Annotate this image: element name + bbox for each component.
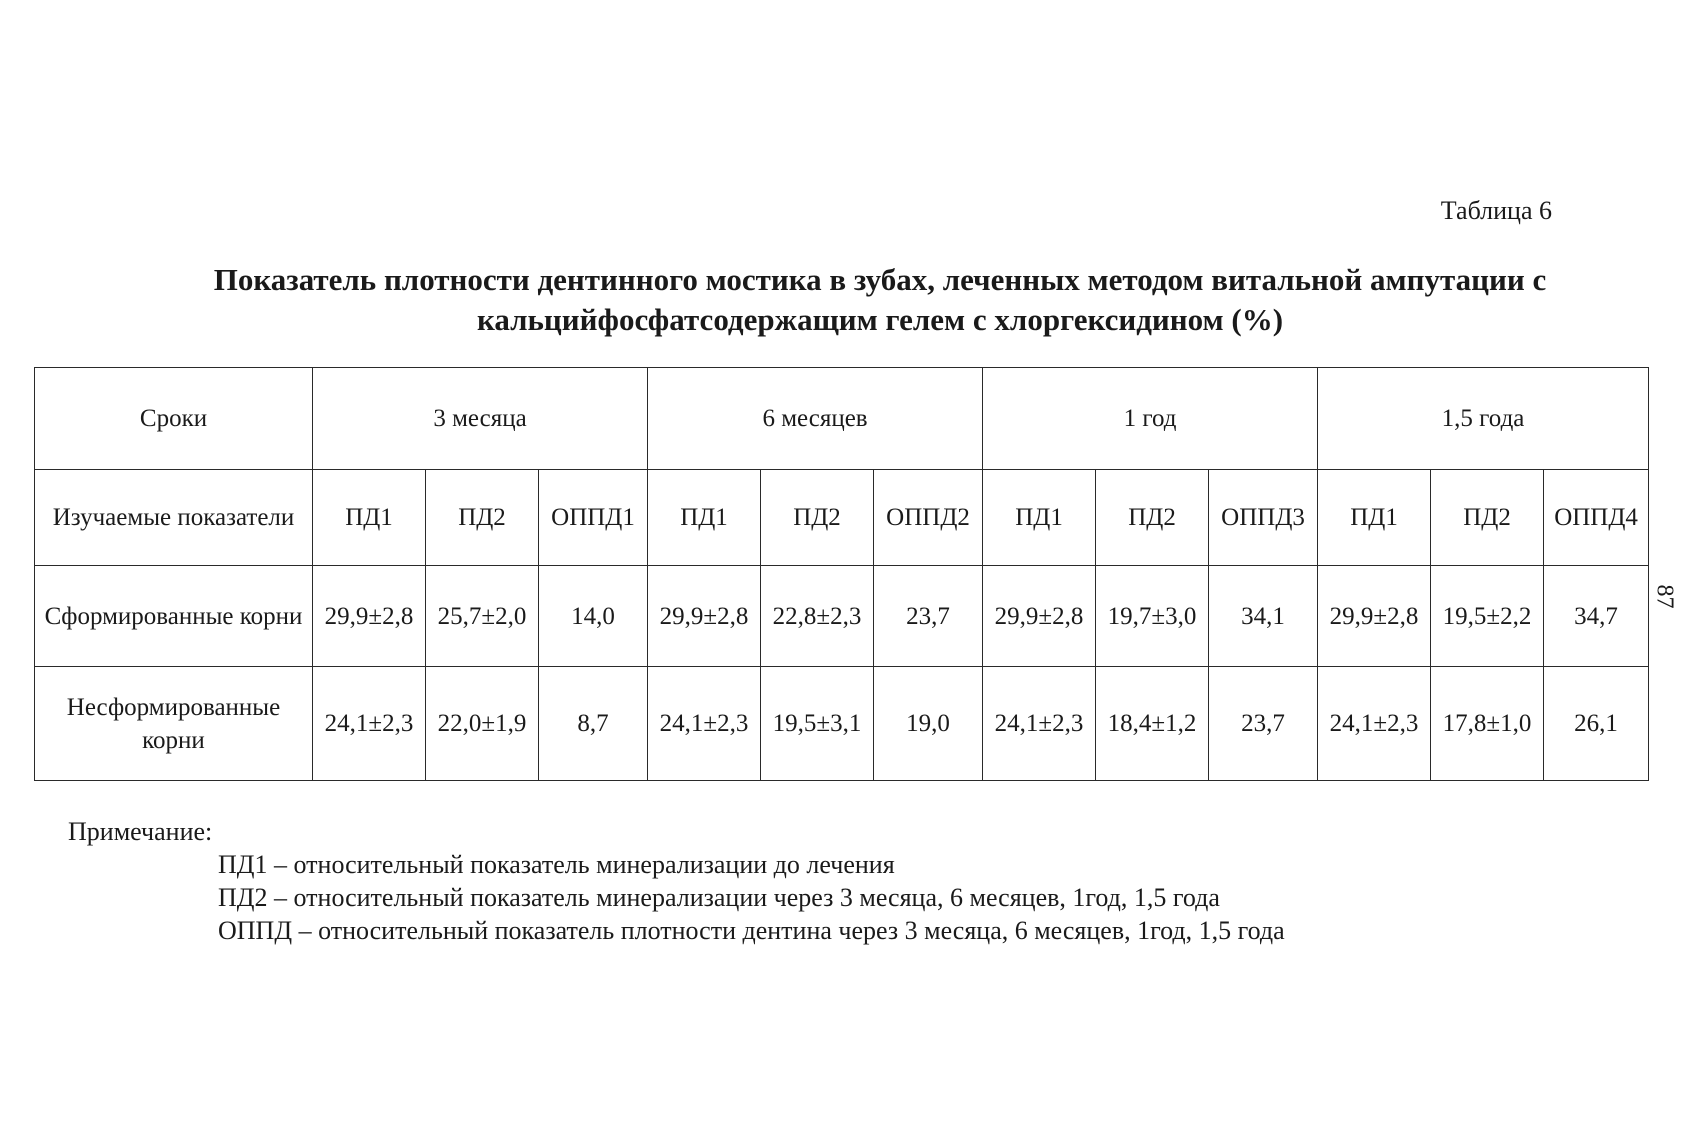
subheader-column: ПД2 bbox=[761, 470, 874, 566]
note-item: ПД1 – относительный показатель минерализации до лечения bbox=[218, 850, 895, 879]
table-title bbox=[90, 260, 1670, 340]
header-period: 1,5 года bbox=[1318, 368, 1649, 470]
table-cell: 22,8±2,3 bbox=[761, 566, 874, 667]
subheader-indicators-label: Изучаемые показатели bbox=[35, 470, 313, 566]
table-cell: 26,1 bbox=[1544, 667, 1649, 781]
table-cell: 19,5±2,2 bbox=[1431, 566, 1544, 667]
table-row bbox=[35, 667, 1649, 781]
subheader-column: ПД2 bbox=[426, 470, 539, 566]
table-cell: 14,0 bbox=[539, 566, 648, 667]
table-label: Таблица 6 bbox=[1440, 196, 1552, 225]
table-cell: 19,7±3,0 bbox=[1096, 566, 1209, 667]
note-item: ОППД – относительный показатель плотности дентина через 3 месяца, 6 месяцев, 1год, 1,5 года bbox=[218, 916, 1285, 945]
header-period: 1 год bbox=[983, 368, 1318, 470]
table-cell: 22,0±1,9 bbox=[426, 667, 539, 781]
subheader-column: ОППД2 bbox=[874, 470, 983, 566]
notes bbox=[68, 815, 1285, 947]
subheader-column: ОППД3 bbox=[1209, 470, 1318, 566]
note-item: ПД2 – относительный показатель минерализации через 3 месяца, 6 месяцев, 1год, 1,5 года bbox=[218, 883, 1220, 912]
table-title-line-2: кальцийфосфатсодержащим гелем с хлоргексидином (%) bbox=[476, 302, 1284, 337]
table-header-row bbox=[35, 368, 1649, 470]
table-cell: 24,1±2,3 bbox=[1318, 667, 1431, 781]
table-row bbox=[35, 566, 1649, 667]
table-cell: 19,5±3,1 bbox=[761, 667, 874, 781]
header-period: 6 месяцев bbox=[648, 368, 983, 470]
subheader-column: ПД1 bbox=[648, 470, 761, 566]
table-cell: 34,1 bbox=[1209, 566, 1318, 667]
subheader-column: ОППД4 bbox=[1544, 470, 1649, 566]
page-number: 87 bbox=[1651, 584, 1678, 609]
subheader-column: ПД1 bbox=[1318, 470, 1431, 566]
header-period: 3 месяца bbox=[313, 368, 648, 470]
table-cell: 29,9±2,8 bbox=[1318, 566, 1431, 667]
table-cell: 19,0 bbox=[874, 667, 983, 781]
table-cell: 17,8±1,0 bbox=[1431, 667, 1544, 781]
table-cell: 18,4±1,2 bbox=[1096, 667, 1209, 781]
table-title-line-1: Показатель плотности дентинного мостика в зубах, леченных методом витальной ампутации с bbox=[213, 262, 1547, 297]
table-cell: 29,9±2,8 bbox=[648, 566, 761, 667]
header-period-label: Сроки bbox=[35, 368, 313, 470]
table-cell: 24,1±2,3 bbox=[313, 667, 426, 781]
data-table bbox=[34, 367, 1649, 781]
subheader-column: ПД1 bbox=[983, 470, 1096, 566]
notes-heading: Примечание: bbox=[68, 817, 213, 846]
table-cell: 24,1±2,3 bbox=[648, 667, 761, 781]
subheader-column: ПД1 bbox=[313, 470, 426, 566]
row-label: Сформированные корни bbox=[35, 566, 313, 667]
table-cell: 25,7±2,0 bbox=[426, 566, 539, 667]
subheader-column: ОППД1 bbox=[539, 470, 648, 566]
table-cell: 8,7 bbox=[539, 667, 648, 781]
row-label: Несформированные корни bbox=[35, 667, 313, 781]
table-cell: 34,7 bbox=[1544, 566, 1649, 667]
subheader-column: ПД2 bbox=[1431, 470, 1544, 566]
table-subheader-row bbox=[35, 470, 1649, 566]
table-cell: 24,1±2,3 bbox=[983, 667, 1096, 781]
subheader-column: ПД2 bbox=[1096, 470, 1209, 566]
table-cell: 23,7 bbox=[1209, 667, 1318, 781]
table-cell: 29,9±2,8 bbox=[983, 566, 1096, 667]
table-cell: 29,9±2,8 bbox=[313, 566, 426, 667]
table-cell: 23,7 bbox=[874, 566, 983, 667]
